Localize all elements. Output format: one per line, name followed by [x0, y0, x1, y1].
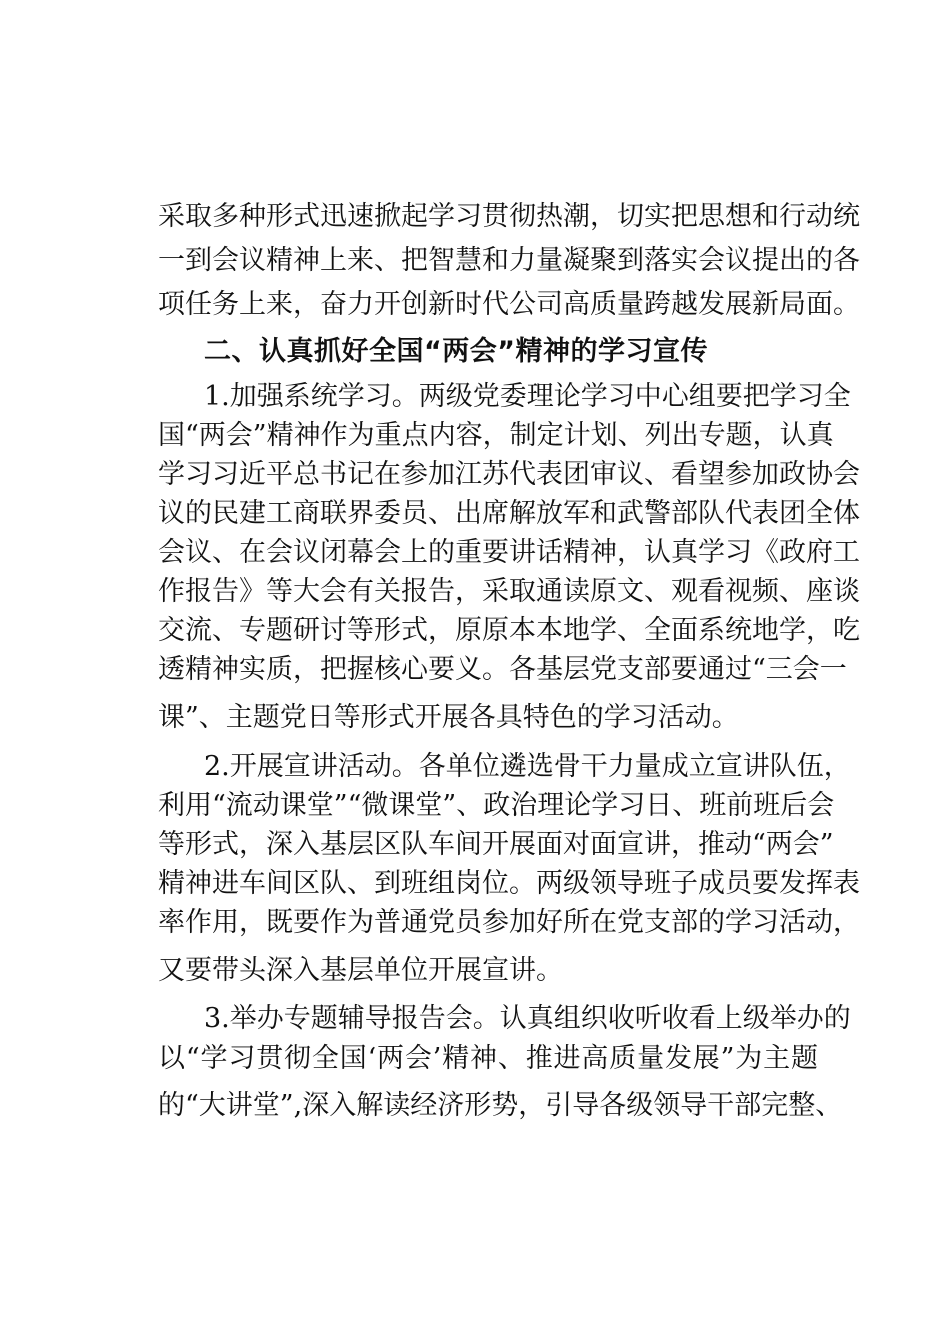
- item3-line-2: 以“学习贯彻全国‘两会’精神、推进高质量发展”为主题: [158, 1043, 818, 1074]
- item2-line-3: 等形式，深入基层区队车间开展面对面宣讲，推动“两会”: [158, 829, 834, 860]
- item2-line-5: 率作用，既要作为普通党员参加好所在党支部的学习活动，: [158, 907, 860, 938]
- item1-line-5: 会议、在会议闭幕会上的重要讲话精神，认真学习《政府工: [158, 537, 860, 568]
- intro-line-3: 项任务上来，奋力开创新时代公司高质量跨越发展新局面。: [158, 289, 860, 320]
- item2-line-4: 精神进车间区队、到班组岗位。两级领导班子成员要发挥表: [158, 868, 860, 899]
- item1-line-4: 议的民建工商联界委员、出席解放军和武警部队代表团全体: [158, 498, 860, 529]
- item1-line-3: 学习习近平总书记在参加江苏代表团审议、看望参加政协会: [158, 459, 860, 490]
- item1-line-2: 国“两会”精神作为重点内容，制定计划、列出专题，认真: [158, 420, 834, 451]
- item2-line-2: 利用“流动课堂”“微课堂”、政治理论学习日、班前班后会: [158, 790, 835, 821]
- item3-line-3: 的“大讲堂”,深入解读经济形势，引导各级领导干部完整、: [158, 1090, 843, 1121]
- item2-line-6: 又要带头深入基层单位开展宣讲。: [158, 955, 563, 986]
- item1-line-7: 交流、专题研讨等形式，原原本本地学、全面系统地学，吃: [158, 615, 860, 646]
- item1-line-6: 作报告》等大会有关报告，采取通读原文、观看视频、座谈: [158, 576, 860, 607]
- item1-line-1: 1.加强系统学习。两级党委理论学习中心组要把学习全: [204, 381, 851, 412]
- item3-line-1: 3.举办专题辅导报告会。认真组织收听收看上级举办的: [204, 1003, 851, 1034]
- intro-line-2: 一到会议精神上来、把智慧和力量凝聚到落实会议提出的各: [158, 245, 860, 276]
- item1-line-8: 透精神实质，把握核心要义。各基层党支部要通过“三会一: [158, 654, 847, 685]
- item1-line-9: 课”、主题党日等形式开展各具特色的学习活动。: [158, 702, 739, 733]
- intro-line-1: 采取多种形式迅速掀起学习贯彻热潮，切实把思想和行动统: [158, 201, 860, 232]
- section-heading: 二、认真抓好全国“两会”精神的学习宣传: [204, 336, 708, 367]
- item2-line-1: 2.开展宣讲活动。各单位遴选骨干力量成立宣讲队伍，: [204, 751, 851, 782]
